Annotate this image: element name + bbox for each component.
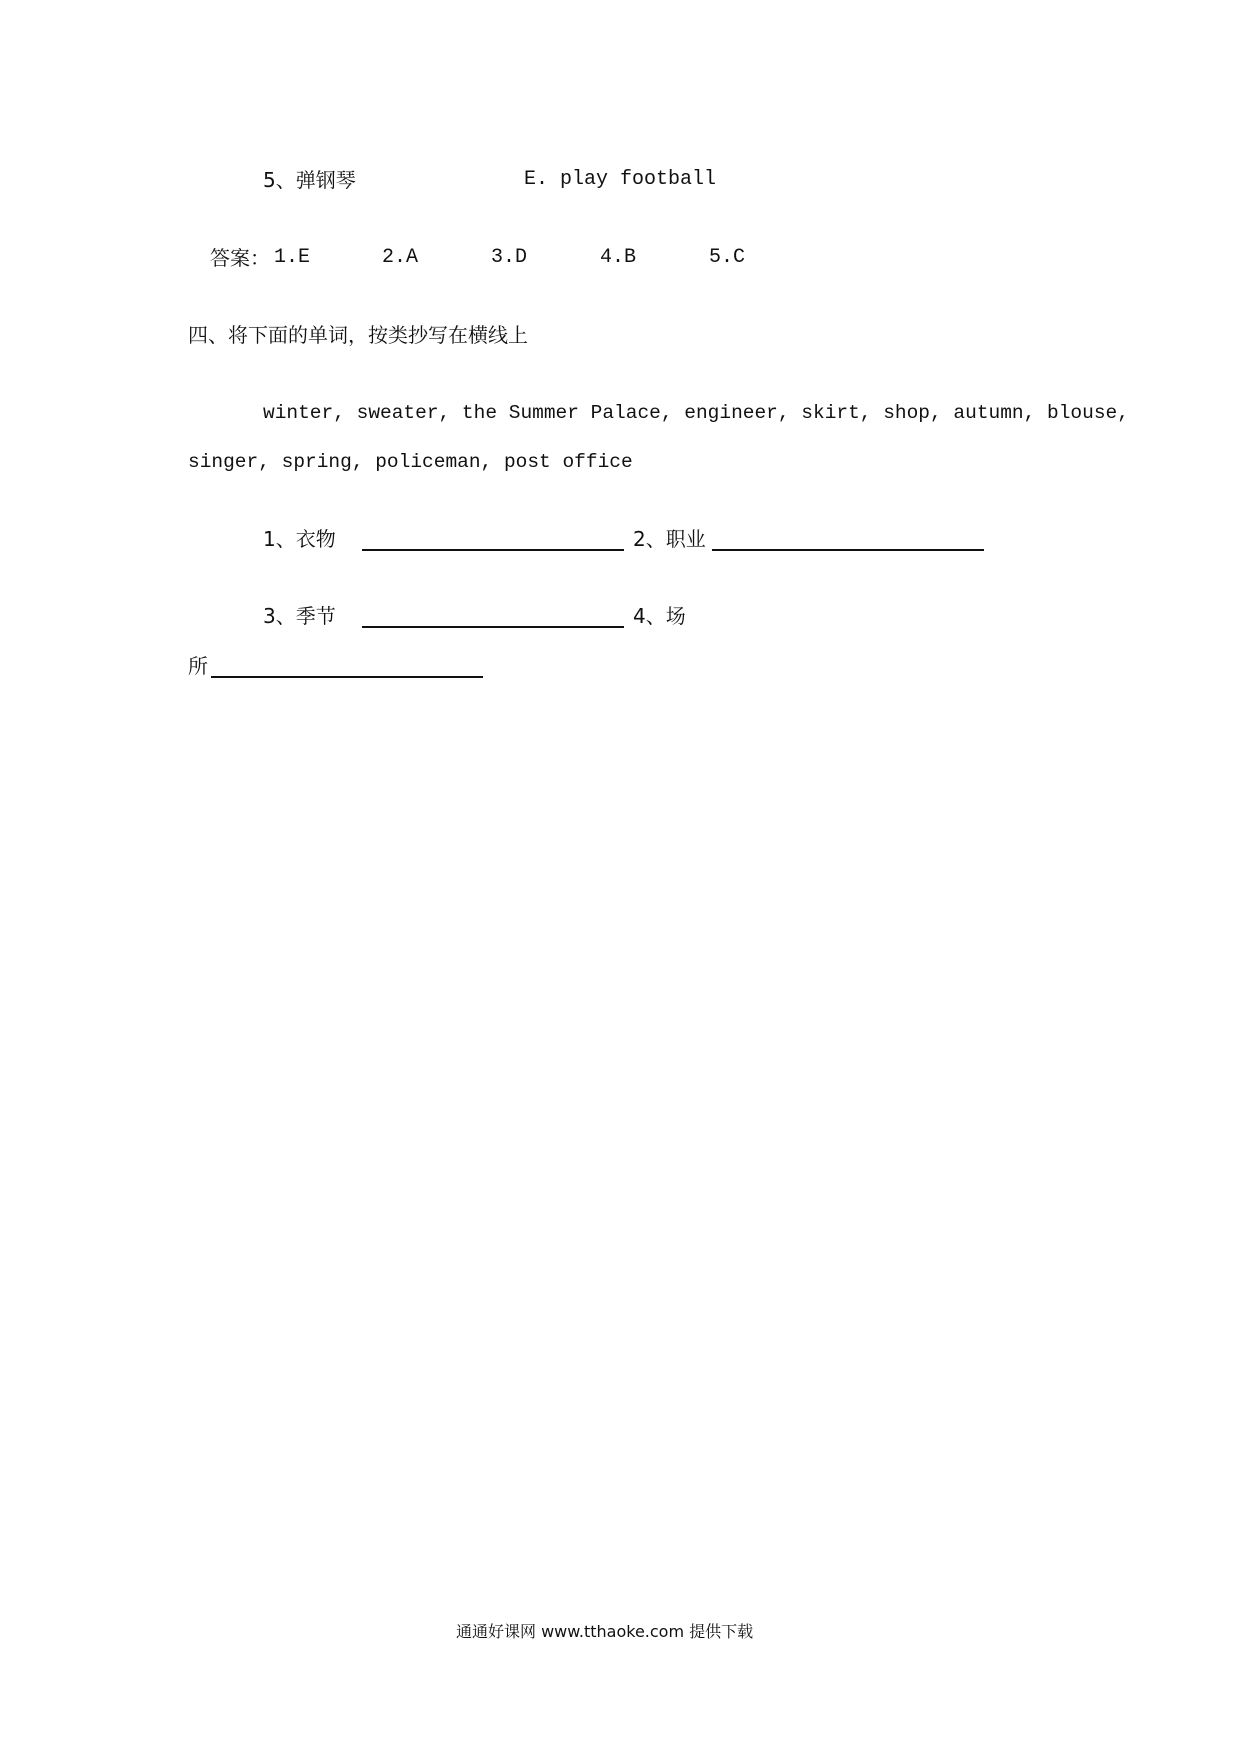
category-places-label-part2: 所 <box>188 654 208 678</box>
category-jobs-label: 2、职业 <box>633 527 706 551</box>
word-list-line-1: winter, sweater, the Summer Palace, engineer, skirt, shop, autumn, blouse, <box>263 402 1129 424</box>
word-list-line-2: singer, spring, policeman, post office <box>188 451 633 473</box>
category-clothes-blank[interactable] <box>362 549 624 551</box>
section-4-heading: 四、将下面的单词，按类抄写在横线上 <box>188 323 528 347</box>
answers-label: 答案： <box>210 246 270 270</box>
category-clothes-label: 1、衣物 <box>263 527 336 551</box>
answer-4: 4.B <box>600 246 637 269</box>
match-item-5-left: 5、弹钢琴 <box>263 168 356 192</box>
footer-credit: 通通好课网 www.tthaoke.com 提供下载 <box>456 1622 754 1641</box>
category-places-label-part1: 4、场 <box>633 604 686 628</box>
category-jobs-blank[interactable] <box>712 549 984 551</box>
answer-1: 1.E <box>274 246 311 269</box>
category-seasons-label: 3、季节 <box>263 604 336 628</box>
match-item-5-right: E. play football <box>524 168 717 191</box>
category-seasons-blank[interactable] <box>362 626 624 628</box>
answer-3: 3.D <box>491 246 528 269</box>
answer-5: 5.C <box>709 246 746 269</box>
answer-2: 2.A <box>382 246 419 269</box>
category-places-blank[interactable] <box>211 676 483 678</box>
